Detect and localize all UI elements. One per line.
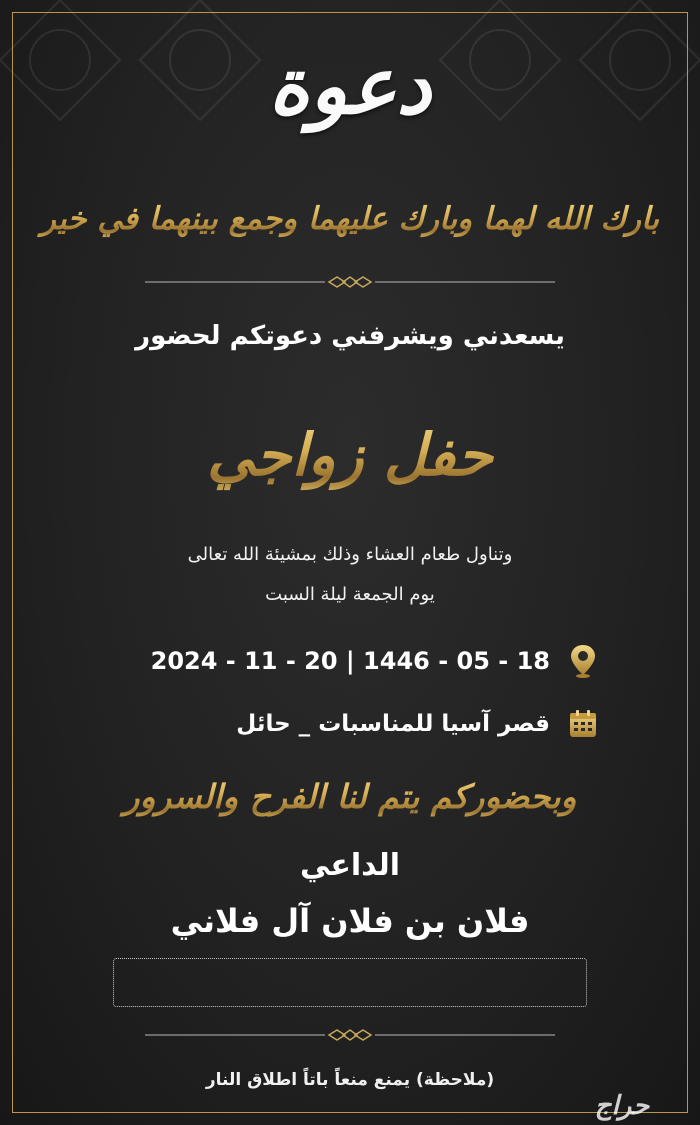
event-name-calligraphy: حفل زواجي bbox=[0, 410, 700, 500]
event-venue: قصر آسيا للمناسبات _ حائل bbox=[236, 711, 550, 737]
event-date: 2024 - 11 - 20 | 1446 - 05 - 18 bbox=[150, 647, 550, 675]
dinner-line: وتناول طعام العشاء وذلك بمشيئة الله تعالى bbox=[187, 544, 513, 565]
date-row bbox=[150, 641, 600, 681]
map-pin-icon bbox=[566, 643, 600, 679]
calendar-icon bbox=[566, 706, 600, 742]
venue-row bbox=[150, 704, 600, 744]
day-line: يوم الجمعة ليلة السبت bbox=[265, 584, 435, 605]
watermark-logo: حراج bbox=[594, 1091, 650, 1121]
invitation-intro: يسعدني ويشرفني دعوتكم لحضور bbox=[135, 321, 565, 351]
welcome-calligraphy: وبحضوركم يتم لنا الفرح والسرور bbox=[0, 770, 700, 824]
ornament-divider-bottom bbox=[145, 1025, 555, 1045]
host-name: فلان بن فلان آل فلاني bbox=[170, 902, 530, 940]
blessing-calligraphy: بارك الله لهما وبارك عليهما وجمع بينهما في خير bbox=[0, 196, 700, 242]
note-text: (ملاحظة) يمنع منعاً باتاً اطلاق النار bbox=[205, 1070, 495, 1090]
ornament-divider-top bbox=[145, 272, 555, 292]
guest-name-box bbox=[113, 958, 587, 1007]
invitation-title: دعوة bbox=[268, 41, 432, 132]
host-label: الداعي bbox=[299, 848, 400, 883]
